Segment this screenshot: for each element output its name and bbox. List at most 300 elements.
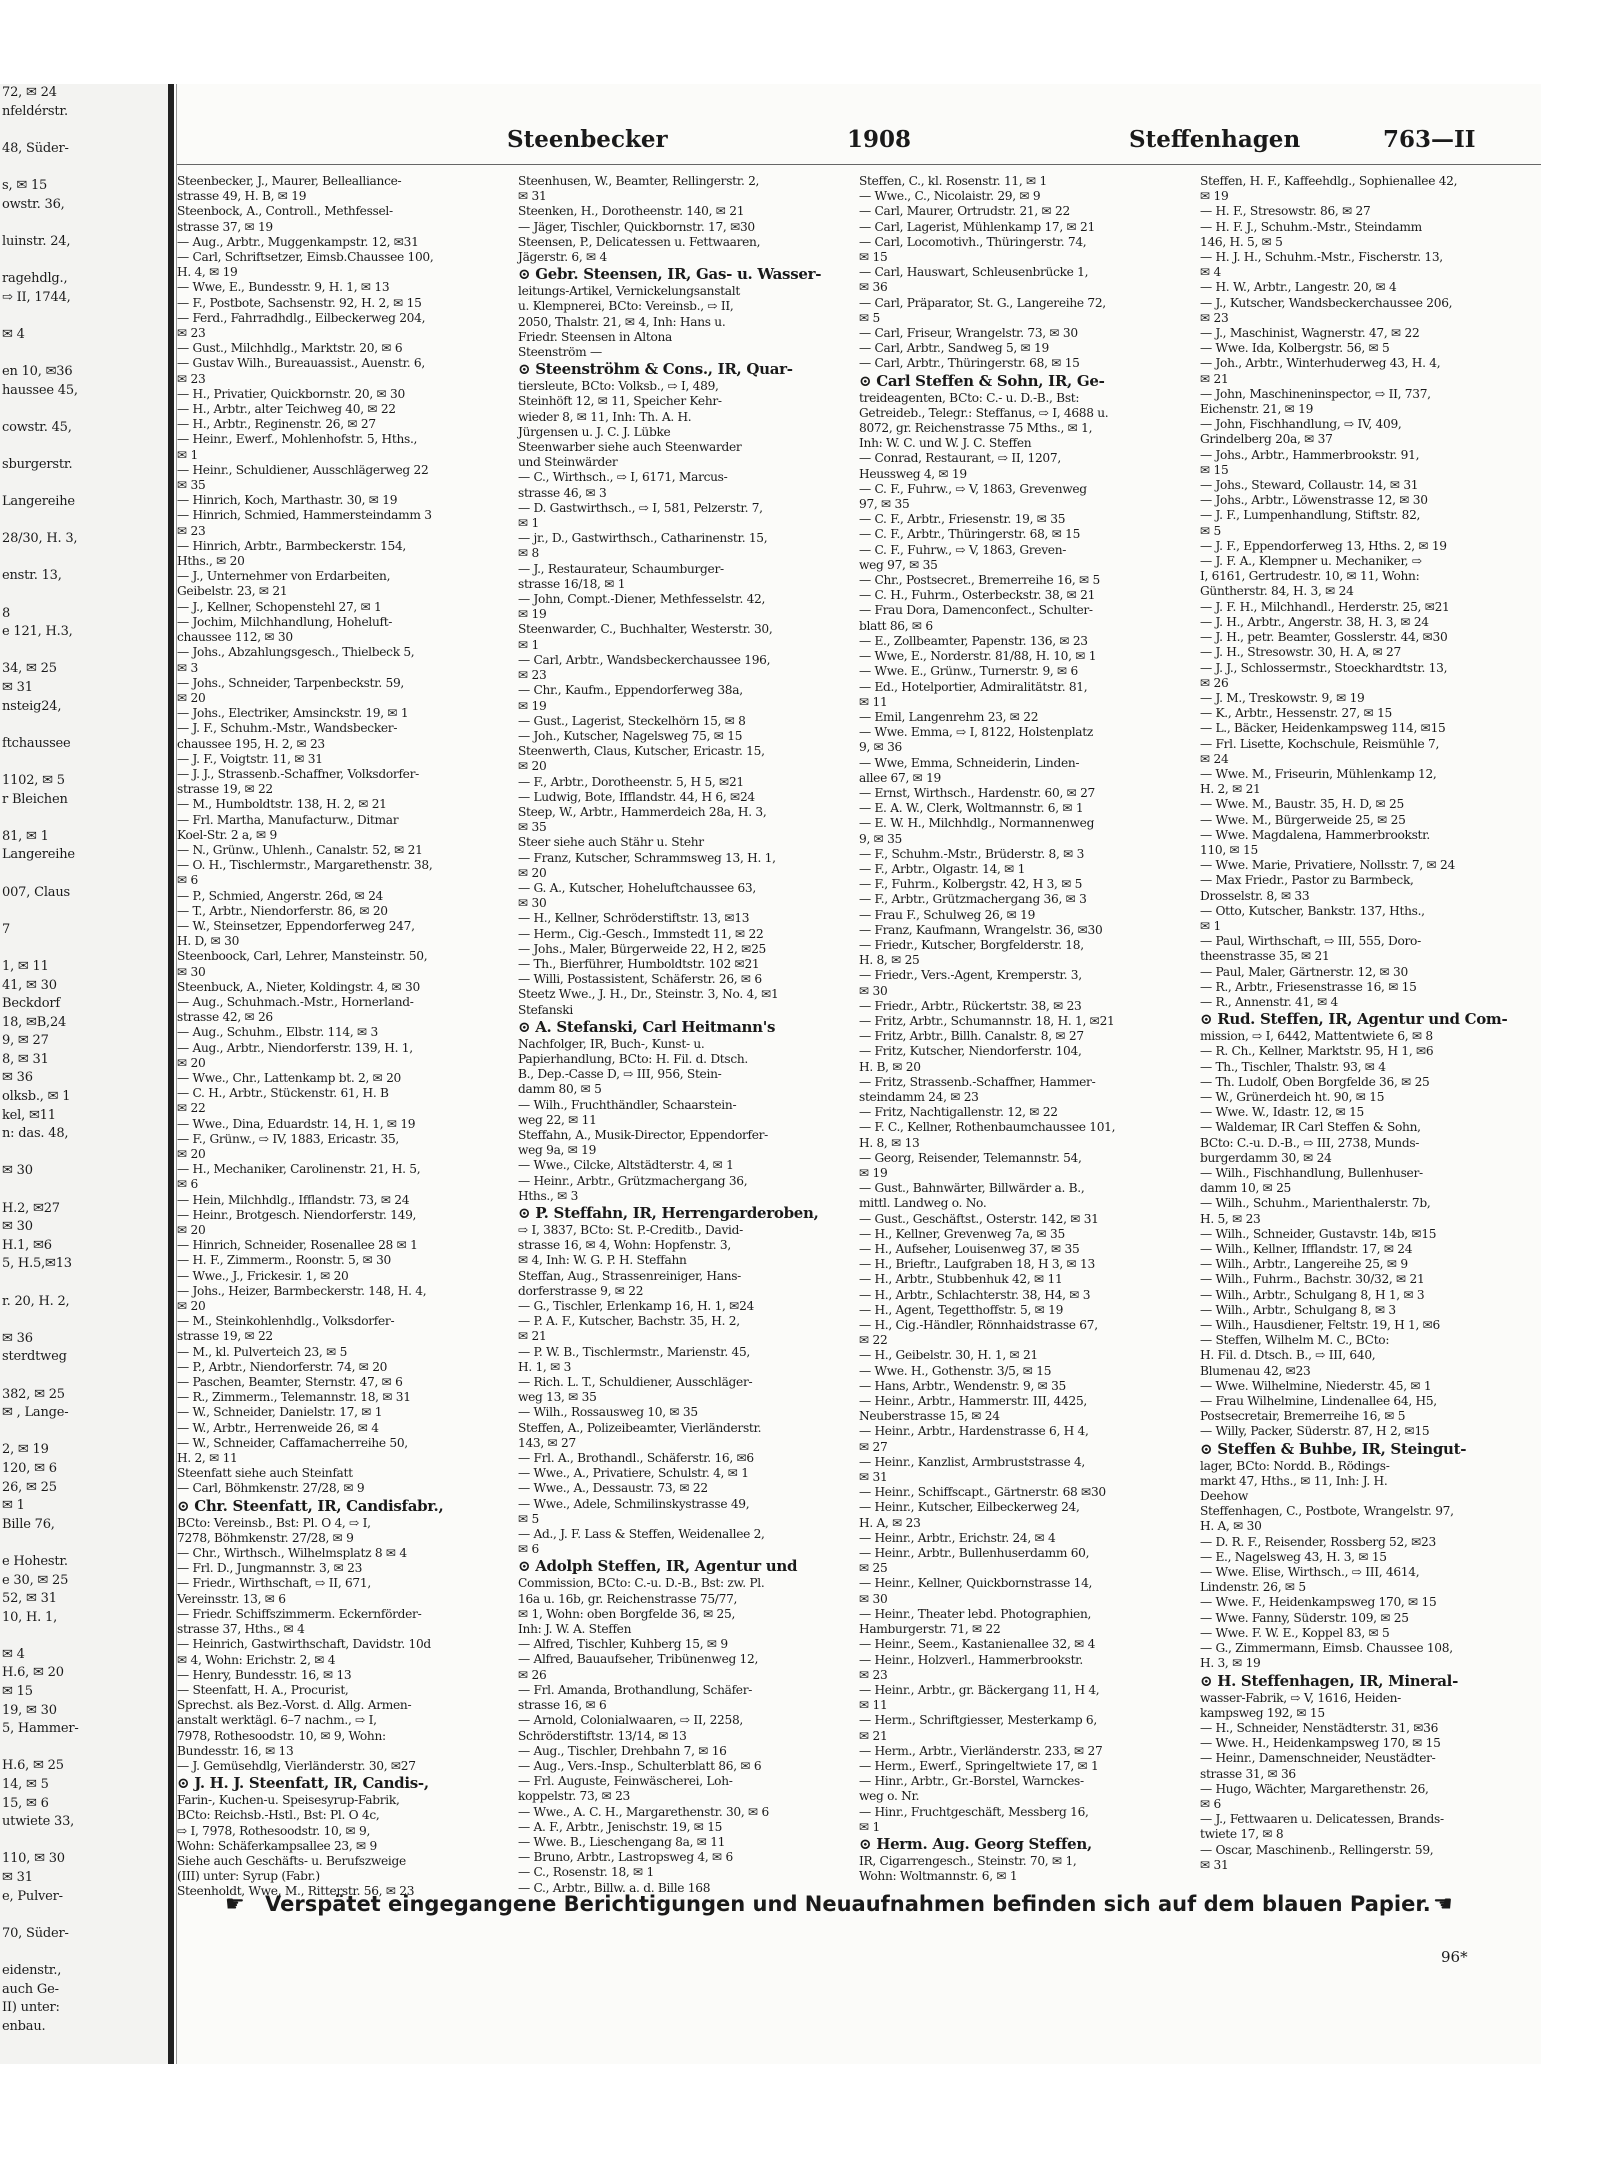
directory-entry-line: Siehe auch Geschäfts- u. Berufszweige: [177, 1853, 406, 1868]
directory-entry-line: — Hinrich, Schneider, Rosenallee 28 ✉ 1: [177, 1238, 418, 1253]
directory-entry-line: — A. F., Arbtr., Jenischstr. 19, ✉ 15: [518, 1819, 723, 1834]
left-page-fragment: sburgerstr.: [2, 456, 73, 472]
directory-entry-line: — Heinr., Damenschneider, Neustädter-: [1200, 1751, 1436, 1766]
directory-entry-line: Schröderstiftstr. 13/14, ✉ 13: [518, 1728, 687, 1743]
left-page-fragment: [0, 307, 168, 326]
directory-entry-line: — Gust., Bahnwärter, Billwärder a. B.,: [859, 1181, 1085, 1196]
directory-entry-line: — Wwe., J., Frickesir. 1, ✉ 20: [177, 1268, 349, 1283]
directory-entry-line: — Steffen, Wilhelm M. C., BCto:: [1200, 1333, 1390, 1348]
directory-entry-line: — John, Maschineninspector, ⇨ II, 737,: [1200, 386, 1431, 401]
directory-entry-line: — Otto, Kutscher, Bankstr. 137, Hths.,: [1200, 903, 1425, 918]
directory-entry-line: — N., Grünw., Uhlenh., Canalstr. 52, ✉ 21: [177, 842, 423, 857]
directory-entry-line: Steinhöft 12, ✉ 11, Speicher Kehr-: [518, 394, 722, 409]
directory-entry-line: ✉ 5: [1200, 523, 1221, 538]
directory-entry-line: Steenholdt, Wwe, M., Ritterstr. 56, ✉ 23: [177, 1884, 415, 1899]
left-page-fragment: 2, ✉ 19: [2, 1442, 49, 1458]
directory-entry-line: — Johs., Abzahlungsgesch., Thielbeck 5,: [177, 645, 415, 660]
directory-entry-line: — Georg, Reisender, Telemannstr. 54,: [859, 1150, 1082, 1165]
directory-entry-line: — J. H., Arbtr., Angerstr. 38, H. 3, ✉ 24: [1200, 614, 1429, 629]
directory-entry-line: — Bruno, Arbtr., Lastropsweg 4, ✉ 6: [518, 1850, 733, 1865]
directory-entry-line: leitungs-Artikel, Vernickelungsanstalt: [518, 284, 740, 299]
previous-page-edge: [0, 84, 169, 2064]
directory-entry-line: H. A, ✉ 23: [859, 1515, 921, 1530]
left-page-fragment: 110, ✉ 30: [2, 1851, 65, 1867]
directory-entry-line: mission, ⇨ I, 6442, Mattentwiete 6, ✉ 8: [1200, 1029, 1433, 1044]
directory-entry-line: — Waldemar, IR Carl Steffen & Sohn,: [1200, 1120, 1421, 1135]
left-page-fragment: Bille 76,: [2, 1516, 55, 1532]
directory-entry-line: — C. H., Fuhrm., Osterbeckstr. 38, ✉ 21: [859, 588, 1096, 603]
directory-entry-line: — Wwe. F. W. E., Koppel 83, ✉ 5: [1200, 1625, 1390, 1640]
directory-entry-line: weg 13, ✉ 35: [518, 1390, 597, 1405]
left-page-fragment: [0, 1311, 168, 1330]
directory-entry-line: ⊙ Rud. Steffen, IR, Agentur und Com-: [1200, 1010, 1508, 1029]
directory-entry-line: Commission, BCto: C.-u. D.-B., Bst: zw. Pl.: [518, 1576, 765, 1591]
directory-entry-line: — J. J., Schlossermstr., Stoeckhardtstr. 13,: [1200, 660, 1448, 675]
directory-entry-line: Steffan, Aug., Strassenreiniger, Hans-: [518, 1268, 741, 1283]
directory-page: [176, 84, 1541, 2064]
directory-entry-line: — Hugo, Wächter, Margarethenstr. 26,: [1200, 1781, 1429, 1796]
left-page-fragment: 48, Süder-: [2, 140, 69, 156]
directory-entry-line: H. 2, ✉ 21: [1200, 782, 1261, 797]
directory-entry-line: ✉ 6: [177, 873, 198, 888]
directory-entry-line: ✉ 1, Wohn: oben Borgfelde 36, ✉ 25,: [518, 1606, 736, 1621]
left-page-fragment: eidenstr.,: [2, 1962, 62, 1978]
left-page-fragment: [0, 251, 168, 270]
directory-entry-line: — Heinr., Holzverl., Hammerbrookstr.: [859, 1652, 1083, 1667]
left-page-fragment: H.2, ✉27: [2, 1200, 60, 1216]
directory-entry-line: — Johs., Schneider, Tarpenbeckstr. 59,: [177, 675, 404, 690]
directory-entry-line: Lindenstr. 26, ✉ 5: [1200, 1580, 1306, 1595]
left-page-fragment: [0, 939, 168, 958]
left-page-fragment: nsteig24,: [2, 698, 62, 714]
directory-entry-line: ✉ 26: [518, 1667, 547, 1682]
directory-entry-line: Inh: W. C. und W. J. C. Steffen: [859, 436, 1032, 451]
directory-entry-line: H. 1, ✉ 3: [518, 1359, 572, 1374]
directory-entry-line: — J., Restaurateur, Schaumburger-: [518, 561, 724, 576]
directory-entry-line: — Carl, Locomotivh., Thüringerstr. 74,: [859, 234, 1087, 249]
left-page-fragment: [0, 437, 168, 456]
left-page-fragment: 70, Süder-: [2, 1925, 69, 1941]
directory-entry-line: — Frl. D., Jungmannstr. 3, ✉ 23: [177, 1561, 363, 1576]
directory-entry-line: ✉ 6: [177, 1177, 198, 1192]
left-page-fragment: [0, 158, 168, 177]
left-page-fragment: ragehdlg.,: [2, 270, 68, 286]
left-page-fragment: enbau.: [2, 2018, 46, 2034]
column-4: [1200, 174, 1535, 1876]
directory-entry-line: — Frl. A., Brothandl., Schäferstr. 16, ✉6: [518, 1451, 754, 1466]
pointing-hand-right-icon: ☛: [225, 1892, 245, 1917]
directory-entry-line: — Wwe. B., Lieschengang 8a, ✉ 11: [518, 1834, 726, 1849]
directory-entry-line: — Wwe. Wilhelmine, Niederstr. 45, ✉ 1: [1200, 1378, 1432, 1393]
left-page-fragment: en 10, ✉36: [2, 363, 73, 379]
directory-entry-line: BCto: C.-u. D.-B., ⇨ III, 2738, Munds-: [1200, 1135, 1420, 1150]
directory-entry-line: — R., Annenstr. 41, ✉ 4: [1200, 994, 1339, 1009]
directory-entry-line: — Aug., Tischler, Drehbahn 7, ✉ 16: [518, 1743, 727, 1758]
directory-entry-line: ✉ 24: [1200, 751, 1229, 766]
left-page-fragment: [0, 716, 168, 735]
directory-entry-line: 9, ✉ 36: [859, 740, 902, 755]
left-page-fragment: 19, ✉ 30: [2, 1702, 57, 1718]
directory-entry-line: damm 80, ✉ 5: [518, 1082, 602, 1097]
directory-entry-line: Steep, W., Arbtr., Hammerdeich 28a, H. 3,: [518, 804, 767, 819]
directory-entry-line: ✉ 30: [177, 964, 206, 979]
left-page-fragment: 10, H. 1,: [2, 1609, 58, 1625]
directory-entry-line: — J. F. H., Milchhandl., Herderstr. 25, ✉21: [1200, 599, 1450, 614]
directory-entry-line: — C. H., Arbtr., Stückenstr. 61, H. B: [177, 1086, 389, 1101]
directory-entry-line: — J. H., petr. Beamter, Gosslerstr. 44, ✉30: [1200, 630, 1448, 645]
directory-entry-line: — Wwe, E., Bundesstr. 9, H. 1, ✉ 13: [177, 280, 390, 295]
directory-entry-line: — Alfred, Tischler, Kuhberg 15, ✉ 9: [518, 1637, 728, 1652]
directory-entry-line: ✉ 1: [1200, 918, 1221, 933]
directory-entry-line: H. 4, ✉ 19: [177, 265, 238, 280]
directory-entry-line: — Wwe., Cilcke, Altstädterstr. 4, ✉ 1: [518, 1158, 734, 1173]
directory-entry-line: — H., Arbtr., Reginenstr. 26, ✉ 27: [177, 417, 376, 432]
left-page-fragment: utwiete 33,: [2, 1814, 75, 1830]
directory-entry-line: — H. J. H., Schuhm.-Mstr., Fischerstr. 13,: [1200, 250, 1443, 265]
directory-entry-line: — Rich. L. T., Schuldiener, Ausschläger-: [518, 1375, 753, 1390]
directory-entry-line: — Willy, Packer, Süderstr. 87, H 2, ✉15: [1200, 1424, 1430, 1439]
directory-entry-line: — Friedr., Vers.-Agent, Kremperstr. 3,: [859, 968, 1082, 983]
directory-entry-line: H. Fil. d. Dtsch. B., ⇨ III, 640,: [1200, 1348, 1376, 1363]
directory-entry-line: weg o. Nr.: [859, 1789, 920, 1804]
directory-entry-line: — F., Grünw., ⇨ IV, 1883, Ericastr. 35,: [177, 1131, 399, 1146]
left-page-fragment: [0, 512, 168, 531]
directory-entry-line: ⊙ Herm. Aug. Georg Steffen,: [859, 1834, 1092, 1853]
directory-entry-line: ✉ 4, Inh: W. G. P. H. Steffahn: [518, 1253, 687, 1268]
directory-entry-line: — M., kl. Pulverteich 23, ✉ 5: [177, 1344, 348, 1359]
left-page-fragment: 34, ✉ 25: [2, 661, 57, 677]
directory-entry-line: — Fritz, Strassenb.-Schaffner, Hammer-: [859, 1074, 1096, 1089]
directory-entry-line: — Gust., Milchhdlg., Marktstr. 20, ✉ 6: [177, 341, 403, 356]
left-page-fragment: auch Ge-: [2, 1981, 59, 1997]
directory-entry-line: — R. Ch., Kellner, Marktstr. 95, H 1, ✉6: [1200, 1044, 1434, 1059]
left-page-fragment: [0, 809, 168, 828]
directory-entry-line: — W., Steinsetzer, Eppendorferweg 247,: [177, 918, 415, 933]
directory-entry-line: — Frau Wilhelmine, Lindenallee 64, H5,: [1200, 1394, 1437, 1409]
directory-entry-line: — Paul, Maler, Gärtnerstr. 12, ✉ 30: [1200, 964, 1408, 979]
directory-entry-line: ✉ 5: [518, 1511, 539, 1526]
directory-entry-line: — Chr., Kaufm., Eppendorferweg 38a,: [518, 683, 743, 698]
directory-entry-line: strasse 37, ✉ 19: [177, 219, 273, 234]
left-page-fragment: e, Pulver-: [2, 1888, 63, 1904]
directory-entry-line: ✉ 21: [859, 1728, 888, 1743]
directory-entry-line: — Wwe. M., Bürgerweide 25, ✉ 25: [1200, 812, 1406, 827]
directory-entry-line: ✉ 31: [859, 1470, 888, 1485]
directory-entry-line: — D. Gastwirthsch., ⇨ I, 581, Pelzerstr. 7,: [518, 500, 763, 515]
directory-entry-line: allee 67, ✉ 19: [859, 770, 942, 785]
directory-entry-line: ✉ 5: [859, 310, 880, 325]
directory-entry-line: — Hinrich, Arbtr., Barmbeckerstr. 154,: [177, 538, 407, 553]
column-2: [518, 174, 853, 1895]
directory-entry-line: — P., Schmied, Angerstr. 26d, ✉ 24: [177, 888, 383, 903]
directory-entry-line: ✉ 25: [859, 1561, 888, 1576]
directory-entry-line: — H., Brieftr., Laufgraben 18, H 3, ✉ 13: [859, 1257, 1095, 1272]
directory-entry-line: — H., Cig.-Händler, Rönnhaidstrasse 67,: [859, 1318, 1098, 1333]
directory-entry-line: ✉ 19: [1200, 189, 1229, 204]
directory-entry-line: — H. F. J., Schuhm.-Mstr., Steindamm: [1200, 219, 1422, 234]
directory-entry-line: — Chr., Postsecret., Bremerreihe 16, ✉ 5: [859, 573, 1100, 588]
directory-entry-line: — F., Arbtr., Grützmachergang 36, ✉ 3: [859, 892, 1087, 907]
directory-entry-line: — J. J., Strassenb.-Schaffner, Volksdorfer-: [177, 766, 419, 781]
directory-entry-line: Inh: J. W. A. Steffen: [518, 1622, 632, 1637]
directory-entry-line: ✉ 20: [518, 865, 547, 880]
directory-entry-line: — H., Mechaniker, Carolinenstr. 21, H. 5,: [177, 1162, 421, 1177]
directory-entry-line: — Ludwig, Bote, Ifflandstr. 44, H 6, ✉24: [518, 789, 755, 804]
directory-entry-line: ✉ 11: [859, 694, 888, 709]
directory-entry-line: ⊙ J. H. J. Steenfatt, IR, Candis-,: [177, 1774, 429, 1793]
directory-entry-line: — O. H., Tischlermstr., Margarethenstr. 38,: [177, 858, 433, 873]
directory-entry-line: — Friedr., Arbtr., Rückertstr. 38, ✉ 23: [859, 998, 1082, 1013]
directory-entry-line: Steer siehe auch Stähr u. Stehr: [518, 835, 704, 850]
directory-entry-line: 146, H. 5, ✉ 5: [1200, 234, 1283, 249]
directory-entry-line: — H., Kellner, Schröderstiftstr. 13, ✉13: [518, 911, 750, 926]
directory-entry-line: (III) unter: Syrup (Fabr.): [177, 1869, 320, 1884]
left-page-fragment: [0, 1274, 168, 1293]
directory-entry-line: strasse 42, ✉ 26: [177, 1010, 273, 1025]
directory-entry-line: — Wwe. F., Heidenkampsweg 170, ✉ 15: [1200, 1595, 1437, 1610]
directory-entry-line: ⊙ Adolph Steffen, IR, Agentur und: [518, 1557, 798, 1576]
directory-entry-line: IR, Cigarrengesch., Steinstr. 70, ✉ 1,: [859, 1853, 1077, 1868]
directory-entry-line: ✉ 1: [859, 1819, 880, 1834]
directory-entry-line: — Hinrich, Schmied, Hammersteindamm 3: [177, 508, 432, 523]
directory-entry-line: u. Klempnerei, BCto: Vereinsb., ⇨ II,: [518, 299, 734, 314]
directory-entry-line: Steenwarber siehe auch Steenwarder: [518, 440, 742, 455]
directory-entry-line: ✉ 36: [859, 280, 888, 295]
directory-entry-line: — John, Fischhandlung, ⇨ IV, 409,: [1200, 417, 1402, 432]
directory-entry-line: — P. A. F., Kutscher, Bachstr. 35, H. 2,: [518, 1314, 740, 1329]
left-page-fragment: ✉ 15: [2, 1684, 33, 1700]
directory-entry-line: Friedr. Steensen in Altona: [518, 329, 673, 344]
directory-entry-line: — Carl, Schriftsetzer, Eimsb.Chaussee 100,: [177, 250, 434, 265]
directory-entry-line: — F., Fuhrm., Kolbergstr. 42, H 3, ✉ 5: [859, 877, 1083, 892]
directory-entry-line: — Ed., Hotelportier, Admiralitätstr. 81,: [859, 679, 1088, 694]
directory-entry-line: — R., Zimmerm., Telemannstr. 18, ✉ 31: [177, 1390, 411, 1405]
directory-entry-line: — Wwe. Marie, Privatiere, Nollsstr. 7, ✉ 24: [1200, 858, 1455, 873]
directory-entry-line: steindamm 24, ✉ 23: [859, 1089, 979, 1104]
directory-entry-line: weg 9a, ✉ 19: [518, 1143, 597, 1158]
directory-entry-line: — D. R. F., Reisender, Rossberg 52, ✉23: [1200, 1534, 1436, 1549]
directory-entry-line: H. 2, ✉ 11: [177, 1451, 238, 1466]
directory-entry-line: — J. F., Lumpenhandlung, Stiftstr. 82,: [1200, 508, 1421, 523]
directory-entry-line: — Wwe. Ida, Kolbergstr. 56, ✉ 5: [1200, 341, 1390, 356]
directory-entry-line: ✉ 19: [518, 698, 547, 713]
directory-entry-line: ✉ 23: [518, 668, 547, 683]
directory-entry-line: — Heinr., Arbtr., Erichstr. 24, ✉ 4: [859, 1530, 1056, 1545]
directory-entry-line: H. A, ✉ 30: [1200, 1519, 1262, 1534]
directory-entry-line: — Fritz, Nachtigallenstr. 12, ✉ 22: [859, 1105, 1058, 1120]
directory-entry-line: Hths., ✉ 20: [177, 554, 245, 569]
directory-entry-line: Steenken, H., Dorotheenstr. 140, ✉ 21: [518, 204, 745, 219]
directory-entry-line: markt 47, Hths., ✉ 11, Inh: J. H.: [1200, 1473, 1388, 1488]
left-page-fragment: sterdtweg: [2, 1349, 67, 1365]
directory-entry-line: — H., Agent, Tegetthoffstr. 5, ✉ 19: [859, 1302, 1064, 1317]
directory-entry-line: ⊙ A. Stefanski, Carl Heitmann's: [518, 1017, 776, 1036]
directory-entry-line: — W., Arbtr., Herrenweide 26, ✉ 4: [177, 1420, 379, 1435]
directory-entry-line: strasse 19, ✉ 22: [177, 1329, 273, 1344]
directory-entry-line: — Aug., Vers.-Insp., Schulterblatt 86, ✉ 6: [518, 1758, 762, 1773]
left-page-fragment: 52, ✉ 31: [2, 1591, 57, 1607]
directory-entry-line: — Joh., Arbtr., Winterhuderweg 43, H. 4,: [1200, 356, 1441, 371]
directory-entry-line: — Herm., Schriftgiesser, Mesterkamp 6,: [859, 1713, 1097, 1728]
directory-entry-line: — Heinr., Arbtr., gr. Bäckergang 11, H 4,: [859, 1682, 1100, 1697]
directory-entry-line: — Hein, Milchhdlg., Ifflandstr. 73, ✉ 24: [177, 1192, 410, 1207]
directory-entry-line: weg 97, ✉ 35: [859, 557, 938, 572]
left-page-fragment: Beckdorf: [2, 996, 60, 1012]
left-page-fragment: [0, 865, 168, 884]
directory-entry-line: — H., Arbtr., Schlachterstr. 38, H4, ✉ 3: [859, 1287, 1091, 1302]
directory-entry-line: — Gust., Geschäftst., Osterstr. 142, ✉ 31: [859, 1211, 1099, 1226]
left-page-fragment: ✉ 36: [2, 1330, 33, 1346]
directory-entry-line: — W., Schneider, Caffamacherreihe 50,: [177, 1435, 408, 1450]
directory-entry-line: Wohn: Schäferkampsallee 23, ✉ 9: [177, 1838, 377, 1853]
directory-entry-line: — Herm., Cig.-Gesch., Immstedt 11, ✉ 22: [518, 926, 764, 941]
directory-entry-line: — Johs., Electriker, Amsinckstr. 19, ✉ 1: [177, 706, 409, 721]
directory-entry-line: — P., Arbtr., Niendorferstr. 74, ✉ 20: [177, 1359, 388, 1374]
directory-entry-line: — Wwe. H., Heidenkampsweg 170, ✉ 15: [1200, 1736, 1441, 1751]
directory-entry-line: Steffen, C., kl. Rosenstr. 11, ✉ 1: [859, 174, 1047, 188]
directory-entry-line: — Wwe., A., Privatiere, Schulstr. 4, ✉ 1: [518, 1466, 749, 1481]
directory-entry-line: ⇨ I, 7978, Rothesoodstr. 10, ✉ 9,: [177, 1823, 371, 1838]
directory-entry-line: strasse 19, ✉ 22: [177, 782, 273, 797]
directory-entry-line: — Wwe. M., Baustr. 35, H. D, ✉ 25: [1200, 797, 1404, 812]
left-page-fragment: 7: [2, 921, 11, 937]
directory-entry-line: — C. F., Arbtr., Friesenstr. 19, ✉ 35: [859, 512, 1066, 527]
directory-entry-line: — C., Arbtr., Billw. a. d. Bille 168: [518, 1880, 711, 1895]
directory-entry-line: — Wwe. Magdalena, Hammerbrookstr.: [1200, 827, 1430, 842]
directory-entry-line: ⊙ Chr. Steenfatt, IR, Candisfabr.,: [177, 1496, 444, 1515]
left-page-fragment: [0, 586, 168, 605]
directory-entry-line: — H., Schneider, Nenstädterstr. 31, ✉36: [1200, 1720, 1439, 1735]
directory-entry-line: — Th., Tischler, Thalstr. 93, ✉ 4: [1200, 1059, 1386, 1074]
directory-entry-line: — Chr., Wirthsch., Wilhelmsplatz 8 ✉ 4: [177, 1546, 407, 1561]
directory-entry-line: burgerdamm 30, ✉ 24: [1200, 1150, 1332, 1165]
left-page-fragment: [0, 1534, 168, 1553]
directory-entry-line: mittl. Landweg o. No.: [859, 1196, 987, 1211]
directory-entry-line: — Aug., Arbtr., Muggenkampstr. 12, ✉31: [177, 234, 419, 249]
directory-entry-line: ⊙ Carl Steffen & Sohn, IR, Ge-: [859, 371, 1105, 390]
directory-entry-line: — Carl, Arbtr., Wandsbeckerchaussee 196,: [518, 652, 771, 667]
left-page-fragment: H.1, ✉6: [2, 1237, 52, 1253]
directory-entry-line: — H., Arbtr., Stubbenhuk 42, ✉ 11: [859, 1272, 1063, 1287]
directory-entry-line: ✉ 23: [177, 523, 206, 538]
directory-entry-line: — Fritz, Arbtr., Billh. Canalstr. 8, ✉ 27: [859, 1029, 1084, 1044]
directory-entry-line: H. 8, ✉ 13: [859, 1135, 920, 1150]
directory-entry-line: ✉ 19: [518, 607, 547, 622]
directory-entry-line: — Paschen, Beamter, Sternstr. 47, ✉ 6: [177, 1375, 403, 1390]
directory-entry-line: ✉ 1: [177, 447, 198, 462]
pointing-hand-left-icon: ☚: [1433, 1892, 1453, 1917]
directory-entry-line: Steffen, H. F., Kaffeehdlg., Sophienallee 42,: [1200, 174, 1458, 188]
directory-entry-line: ✉ 4, Wohn: Erichstr. 2, ✉ 4: [177, 1652, 336, 1667]
directory-entry-line: — Wwe. Elise, Wirthsch., ⇨ III, 4614,: [1200, 1565, 1420, 1580]
left-page-fragment: 14, ✉ 5: [2, 1777, 49, 1793]
directory-entry-line: Steenbuck, A., Nieter, Koldingstr. 4, ✉ 30: [177, 979, 420, 994]
directory-entry-line: ✉ 20: [177, 690, 206, 705]
left-page-fragment: [0, 121, 168, 140]
directory-entry-line: — Wwe., C., Nicolaistr. 29, ✉ 9: [859, 189, 1041, 204]
directory-entry-line: — Aug., Arbtr., Niendorferstr. 139, H. 1,: [177, 1040, 413, 1055]
left-page-fragment: [0, 344, 168, 363]
directory-entry-line: H. 5, ✉ 23: [1200, 1211, 1261, 1226]
directory-entry-line: — Emil, Langenrehm 23, ✉ 22: [859, 709, 1039, 724]
directory-entry-line: — Hinr., Arbtr., Gr.-Borstel, Warnckes-: [859, 1774, 1084, 1789]
left-page-fragment: Langereihe: [2, 494, 75, 510]
directory-entry-line: — Johs., Heizer, Barmbeckerstr. 148, H. 4,: [177, 1283, 427, 1298]
directory-entry-line: ✉ 27: [859, 1439, 888, 1454]
directory-entry-line: Jägerstr. 6, ✉ 4: [518, 250, 607, 265]
directory-entry-line: tiersleute, BCto: Volksb., ⇨ I, 489,: [518, 379, 719, 394]
left-page-fragment: 15, ✉ 6: [2, 1795, 49, 1811]
directory-entry-line: — Steenfatt, H. A., Procurist,: [177, 1682, 349, 1697]
directory-entry-line: ⇨ I, 3837, BCto: St. P.-Creditb., David-: [518, 1223, 743, 1237]
directory-entry-line: — M., Steinkohlenhdlg., Volksdorfer-: [177, 1314, 395, 1329]
directory-entry-line: ✉ 20: [518, 759, 547, 774]
left-page-fragment: n: das. 48,: [2, 1126, 69, 1142]
left-page-fragment: [0, 400, 168, 419]
directory-entry-line: — J. F., Eppendorferweg 13, Hths. 2, ✉ 19: [1200, 538, 1447, 553]
directory-entry-line: treideagenten, BCto: C.- u. D.-B., Bst:: [859, 390, 1080, 405]
directory-entry-line: Deehow: [1200, 1489, 1249, 1504]
directory-entry-line: — Paul, Wirthschaft, ⇨ III, 555, Doro-: [1200, 934, 1421, 949]
directory-entry-line: Grindelberg 20a, ✉ 37: [1200, 432, 1333, 447]
directory-entry-line: — H. F., Stresowstr. 86, ✉ 27: [1200, 204, 1371, 219]
directory-entry-line: — Carl, Präparator, St. G., Langereihe 72,: [859, 295, 1106, 310]
directory-entry-line: ✉ 23: [177, 326, 206, 341]
directory-entry-line: — E., Zollbeamter, Papenstr. 136, ✉ 23: [859, 633, 1088, 648]
directory-entry-line: — Fritz, Arbtr., Schumannstr. 18, H. 1, ✉21: [859, 1013, 1115, 1028]
left-page-fragment: 5, H.5,✉13: [2, 1256, 72, 1272]
directory-entry-line: — Willi, Postassistent, Schäferstr. 26, ✉ 6: [518, 972, 762, 987]
directory-entry-line: — J. M., Treskowstr. 9, ✉ 19: [1200, 690, 1365, 705]
directory-entry-line: — C., Rosenstr. 18, ✉ 1: [518, 1865, 654, 1880]
directory-entry-line: — Wwe. W., Idastr. 12, ✉ 15: [1200, 1105, 1365, 1120]
directory-entry-line: blatt 86, ✉ 6: [859, 618, 933, 633]
left-page-fragment: [0, 1627, 168, 1646]
left-page-fragment: nfeldérstr.: [2, 103, 68, 119]
left-page-fragment: e 30, ✉ 25: [2, 1572, 69, 1588]
left-page-fragment: [0, 1832, 168, 1851]
left-page-fragment: ftchaussee: [2, 735, 71, 751]
directory-entry-line: — Carl, Hauswart, Schleusenbrücke 1,: [859, 265, 1089, 280]
directory-entry-line: ✉ 3: [177, 660, 198, 675]
directory-entry-line: Steenboock, Carl, Lehrer, Mansteinstr. 50,: [177, 949, 428, 964]
directory-entry-line: Farin-, Kuchen-u. Speisesyrup-Fabrik,: [177, 1793, 400, 1808]
directory-entry-line: 8072, gr. Reichenstrasse 75 Mths., ✉ 1,: [859, 421, 1093, 436]
directory-entry-line: — John, Compt.-Diener, Methfesselstr. 42,: [518, 592, 766, 607]
directory-entry-line: strasse 16/18, ✉ 1: [518, 576, 626, 591]
directory-entry-line: ✉ 15: [859, 250, 888, 265]
directory-entry-line: Heussweg 4, ✉ 19: [859, 466, 967, 481]
directory-entry-line: H. 3, ✉ 19: [1200, 1656, 1261, 1671]
directory-entry-line: — Frl. Amanda, Brothandlung, Schäfer-: [518, 1682, 753, 1697]
directory-entry-line: — Carl, Friseur, Wrangelstr. 73, ✉ 30: [859, 326, 1078, 341]
directory-entry-line: — J. F., Schuhm.-Mstr., Wandsbecker-: [177, 721, 398, 736]
directory-entry-line: ✉ 23: [859, 1667, 888, 1682]
directory-entry-line: B., Dep.-Casse D, ⇨ III, 956, Stein-: [518, 1067, 722, 1082]
directory-entry-line: weg 22, ✉ 11: [518, 1112, 597, 1127]
directory-entry-line: Jürgensen u. J. C. J. Lübke: [518, 424, 671, 439]
directory-entry-line: Koel-Str. 2 a, ✉ 9: [177, 827, 277, 842]
left-page-fragment: haussee 45,: [2, 382, 78, 398]
directory-entry-line: — Henry, Bundesstr. 16, ✉ 13: [177, 1667, 352, 1682]
directory-entry-line: H. B, ✉ 20: [859, 1059, 921, 1074]
directory-entry-line: — Fritz, Kutscher, Niendorferstr. 104,: [859, 1044, 1082, 1059]
directory-entry-line: Bundesstr. 16, ✉ 13: [177, 1743, 294, 1758]
directory-entry-line: H. 8, ✉ 25: [859, 953, 920, 968]
running-header: [177, 126, 1541, 158]
directory-entry-line: 16a u. 16b, gr. Reichenstrasse 75/77,: [518, 1591, 738, 1606]
directory-entry-line: — Frau Dora, Damenconfect., Schulter-: [859, 603, 1093, 618]
